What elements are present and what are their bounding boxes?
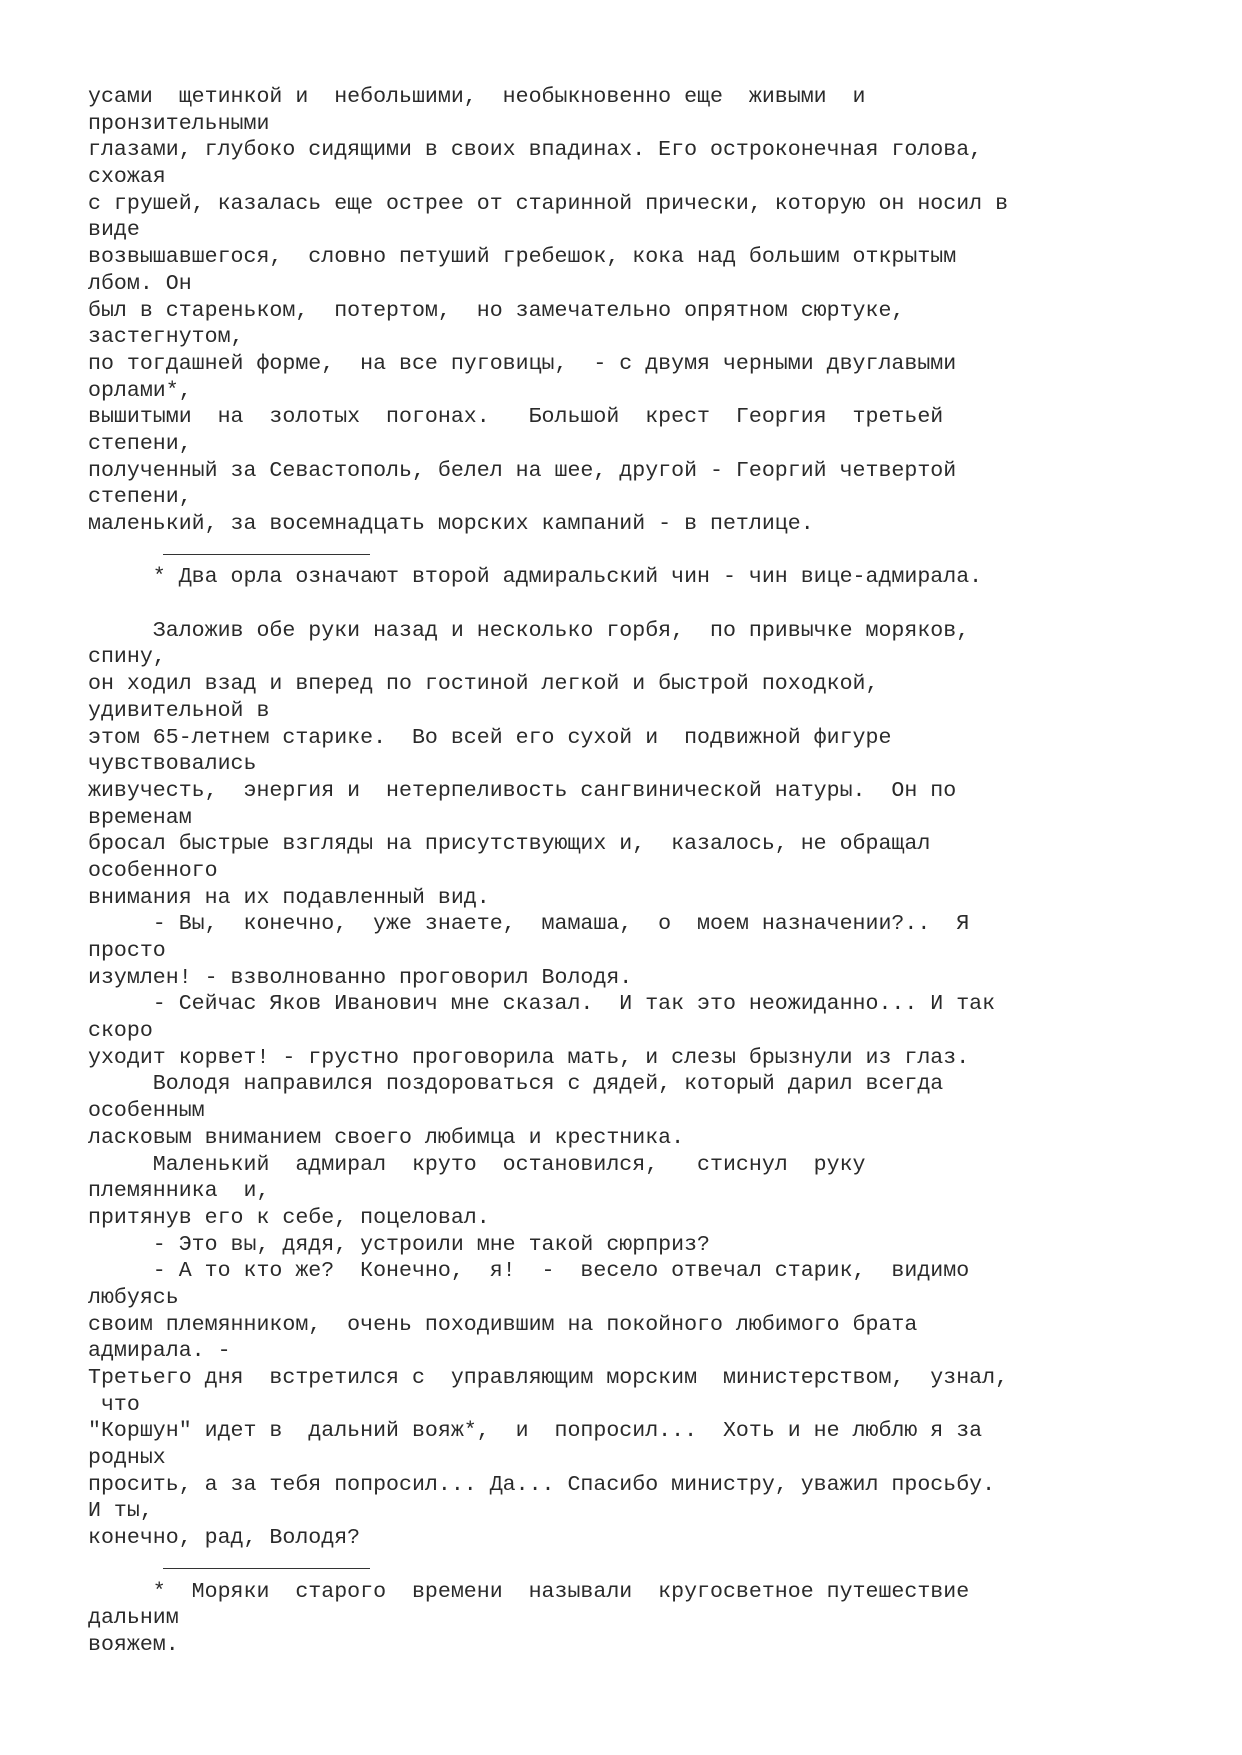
text-line: просто [88,939,166,963]
text-line: временам [88,805,192,830]
text-line: вышитыми на золотых погонах. Большой крест Георгия третьей [88,405,944,430]
text-line: родных [88,1446,166,1471]
text-line: степени, [88,485,192,510]
footnote-line: дальним [88,1606,179,1631]
text-line: виде [88,218,140,243]
footnote-line: * Моряки старого времени называли кругосветное путешествие [88,1579,970,1604]
text-line: орлами*, [88,378,192,403]
text-line: был в стареньком, потертом, но замечательно опрятном сюртуке, [88,298,905,323]
text-line: с грушей, казалась еще острее от старинной прически, которую он носил в [88,191,1009,216]
text-line: по тогдашней форме, на все пуговицы, - с двумя черными двуглавыми [88,351,957,376]
text-line: внимания на их подавленный вид. [88,885,490,910]
text-line: удивительной в [88,698,270,723]
text-line: полученный за Севастополь, белел на шее, другой - Георгий четвертой [88,458,957,483]
text-line: своим племянником, очень походившим на покойного любимого брата [88,1312,918,1337]
text-line: застегнутом, [88,325,244,350]
text-line: "Коршун" идет в дальний вояж*, и попросил... Хоть и не люблю я за [88,1419,983,1444]
text-line: этом 65-летнем старике. Во всей его сухой и подвижной фигуре [88,725,892,750]
text-line: он ходил взад и вперед по гостиной легкой и быстрой походкой, [88,672,879,697]
text-line: особенным [88,1099,205,1124]
text-line: особенного [88,858,218,883]
text-line: глазами, глубоко сидящими в своих впадинах. Его остроконечная голова, [88,138,983,163]
text-line: усами щетинкой и небольшими, необыкновенно еще живыми и [88,85,866,109]
text-line: просить, а за тебя попросил... Да... Спасибо министру, уважил просьбу. [88,1472,996,1497]
text-line: - А то кто же? Конечно, я! - весело отвечал старик, видимо [88,1259,970,1284]
text-line: адмирала. - [88,1339,231,1364]
document-page [88,84,1208,1659]
footnote-separator [88,538,1208,565]
text-line: племянника и, [88,1179,270,1204]
text-line: И ты, [88,1499,153,1524]
text-line: изумлен! - взволнованно проговорил Володя. [88,965,633,990]
text-line: - Сейчас Яков Иванович мне сказал. И так это неожиданно... И так [88,992,996,1017]
footnote-separator [88,1552,1208,1579]
text-line: конечно, рад, Володя? [88,1526,361,1551]
footnote-line: вояжем. [88,1632,179,1657]
text-line: спину, [88,645,166,670]
text-line: любуясь [88,1285,179,1310]
text-line: притянув его к себе, поцеловал. [88,1205,490,1230]
text-line: лбом. Он [88,271,192,296]
text-line: Заложив обе руки назад и несколько горбя, по привычке моряков, [88,618,970,643]
text-line: что [88,1392,140,1417]
text-line: - Вы, конечно, уже знаете, мамаша, о моем назначении?.. Я [88,912,970,937]
text-line: ласковым вниманием своего любимца и крестника. [88,1125,685,1150]
footnote-line: * Два орла означают второй адмиральский чин - чин вице-адмирала. [88,565,983,590]
text-line: Третьего дня встретился с управляющим морским министерством, узнал, [88,1366,1009,1390]
text-line: чувствовались [88,752,257,777]
text-line: - Это вы, дядя, устроили мне такой сюрприз? [88,1232,711,1257]
text-line: уходит корвет! - грустно проговорила мать, и слезы брызнули из глаз. [88,1045,970,1070]
blank-line [88,591,1208,618]
text-line: схожая [88,165,166,190]
text-line: степени, [88,431,192,456]
text-line: маленький, за восемнадцать морских кампаний - в петлице. [88,512,814,536]
text-line: Володя направился поздороваться с дядей, который дарил всегда [88,1072,944,1097]
text-line: возвышавшегося, словно петуший гребешок, кока над большим открытым [88,245,957,270]
text-line: скоро [88,1019,153,1044]
text-line: бросал быстрые взгляды на присутствующих и, казалось, не обращал [88,832,931,857]
text-line: пронзительными [88,111,270,136]
text-line: Маленький адмирал круто остановился, стиснул руку [88,1152,866,1177]
text-line: живучесть, энергия и нетерпеливость сангвинической натуры. Он по [88,778,957,803]
